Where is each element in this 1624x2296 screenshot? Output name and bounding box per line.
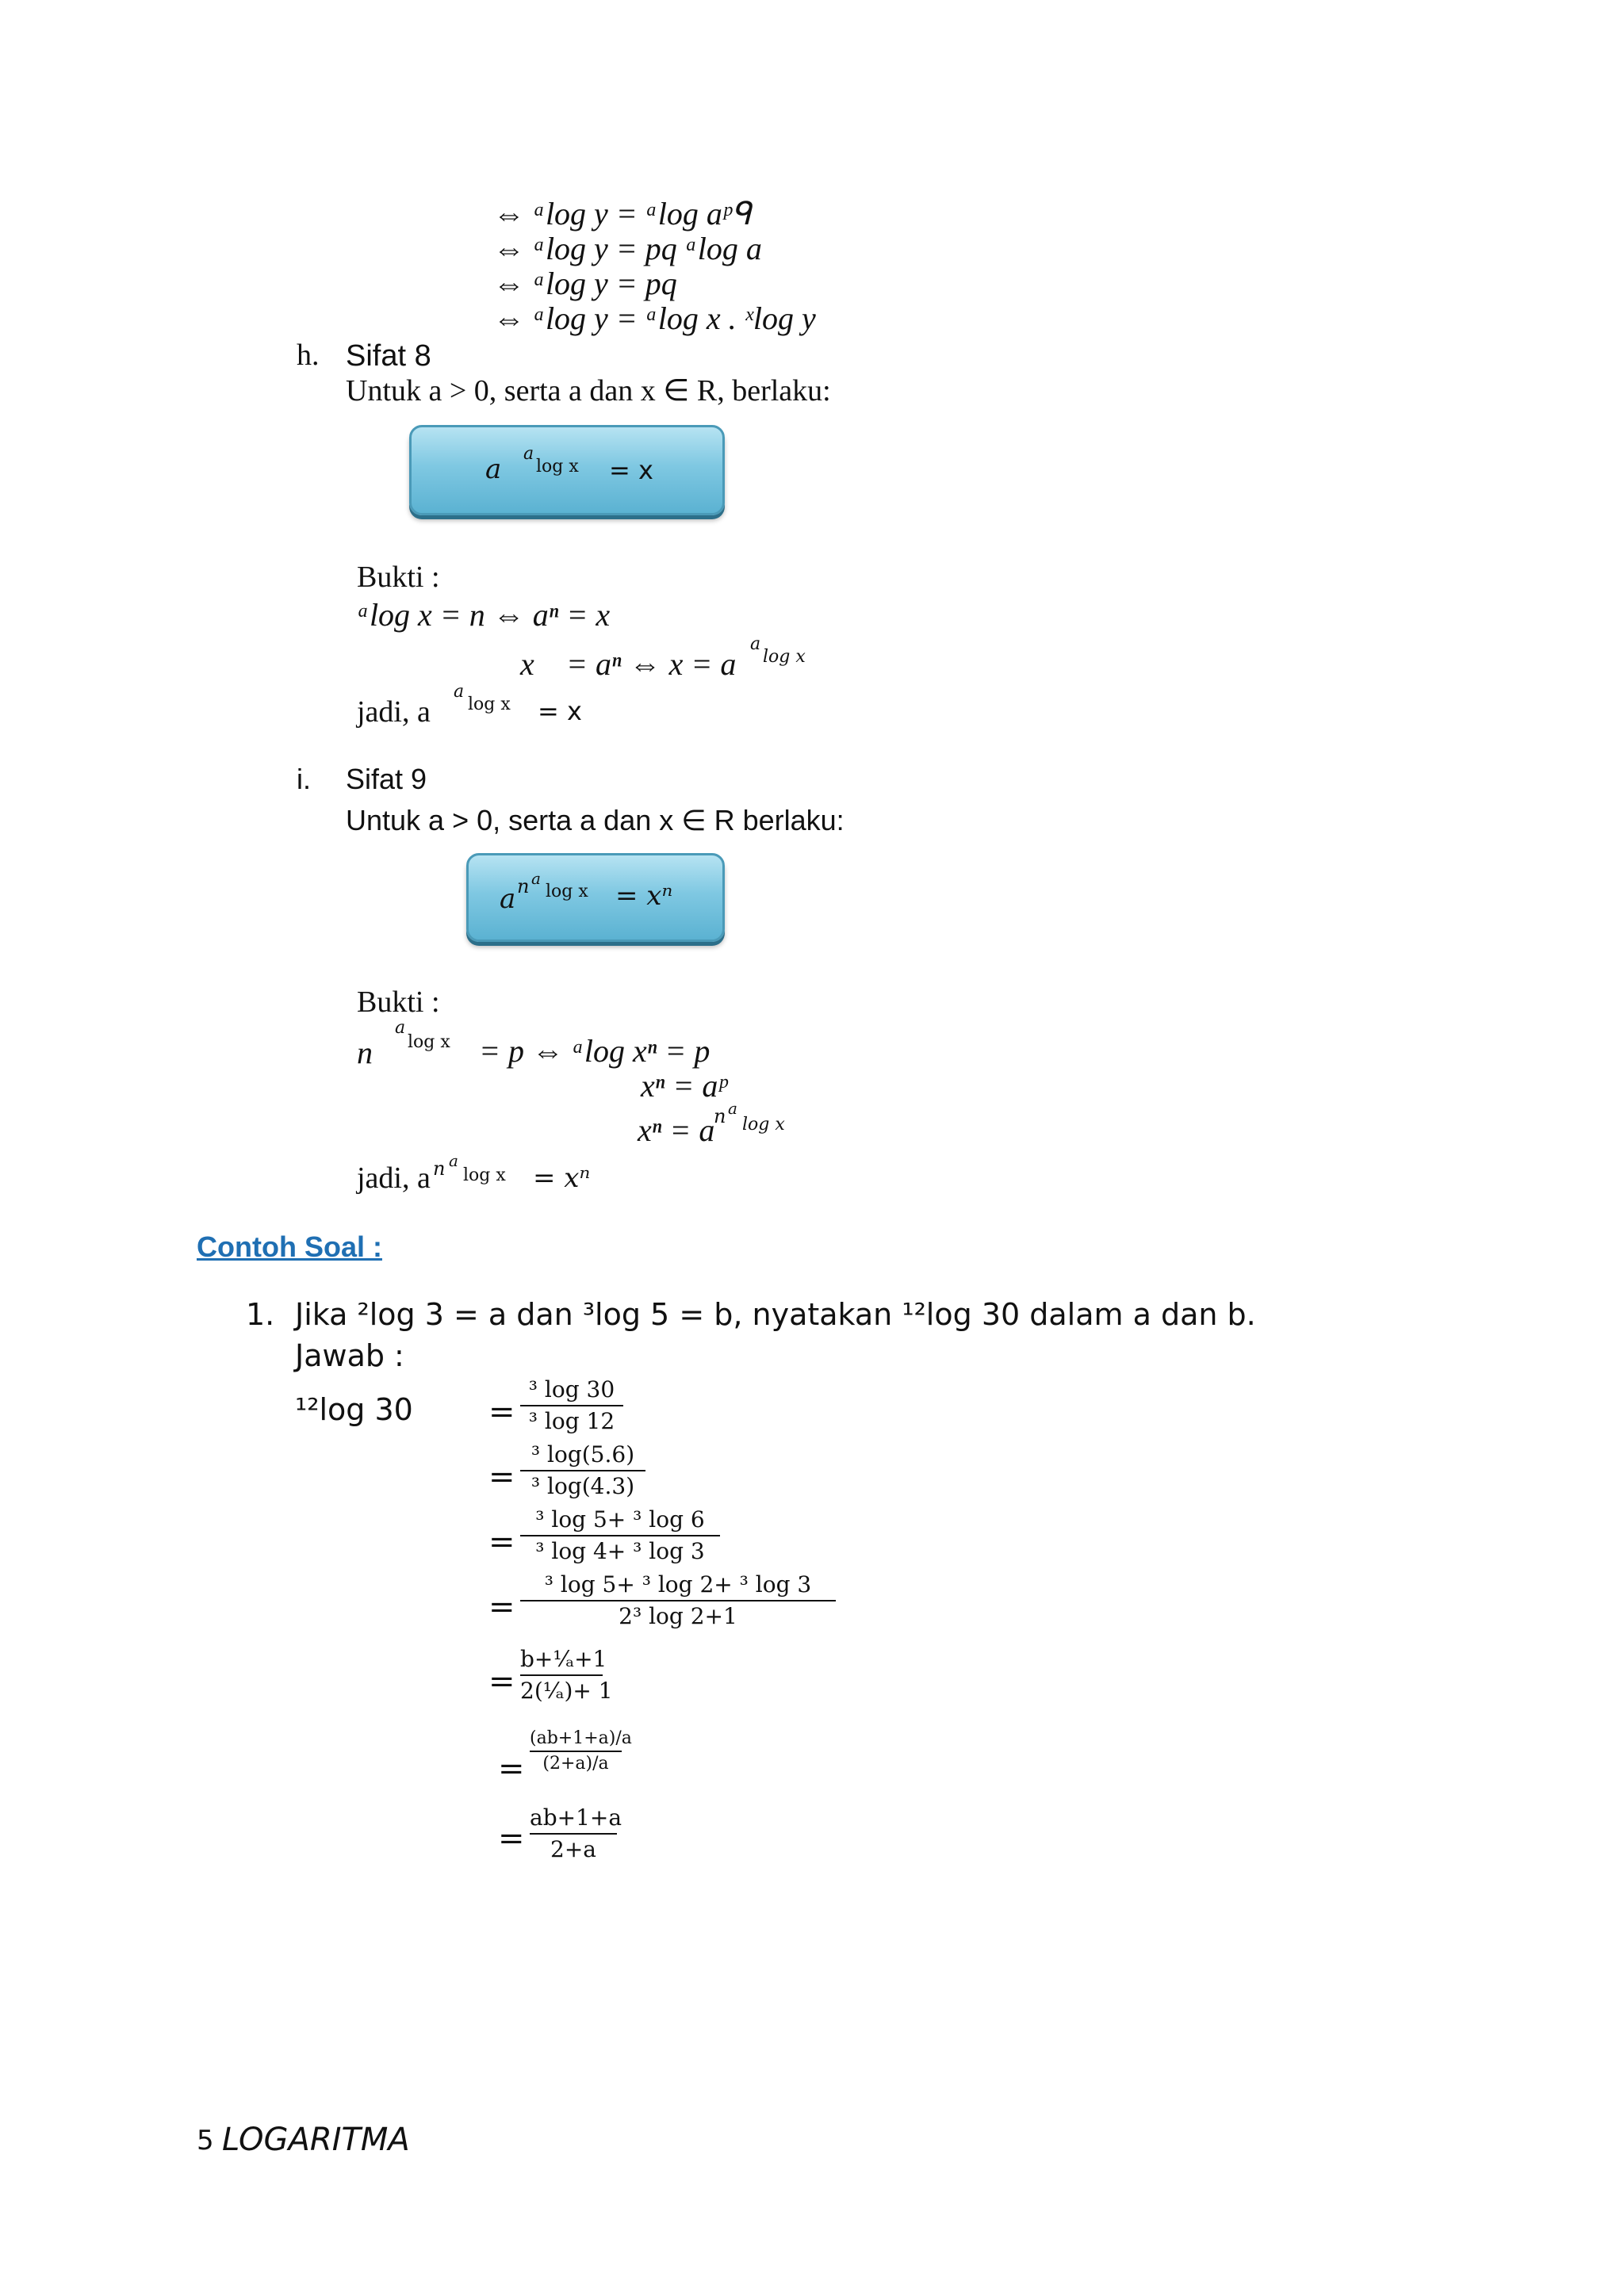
sifat8-step2-sup-a: a: [750, 634, 761, 654]
answer-lhs: ¹²log 30: [295, 1392, 413, 1427]
fraction-step-2: [520, 1441, 645, 1500]
sifat8-bukti-label: Bukti :: [357, 561, 440, 594]
sifat9-step1-rest: = p ⇔ ᵃlog xⁿ = p: [479, 1033, 710, 1069]
sifat8-condition: Untuk a > 0, serta a dan x ∈ R, berlaku:: [346, 374, 831, 408]
question-number: 1.: [246, 1297, 275, 1332]
fraction-numerator: ³ log 30: [528, 1376, 615, 1402]
sifat8-conclusion-rhs: = x: [538, 696, 582, 726]
sifat9-conclusion-rhs: = xⁿ: [533, 1162, 591, 1194]
sifat9-formula-rhs: = xⁿ: [615, 880, 673, 912]
fraction-numerator: ³ log 5+ ³ log 2+ ³ log 3: [544, 1571, 812, 1598]
sifat9-bukti-label: Bukti :: [357, 985, 440, 1019]
sifat9-step3-lhs: xⁿ = a: [638, 1112, 715, 1148]
equals-sign-2: =: [488, 1459, 515, 1495]
sifat8-step2-mid: = aⁿ ⇔ x = a: [566, 646, 737, 682]
sifat9-step2: xⁿ = aᵖ: [641, 1068, 727, 1104]
sifat8-formula-sup-a: a: [523, 444, 534, 464]
proof-step-4: ⇔ ᵃlog y = ᵃlog x . ˣlog y: [493, 300, 816, 336]
fraction-numerator: ³ log 5+ ³ log 6: [535, 1506, 705, 1533]
footer-page-number: 5: [197, 2125, 214, 2156]
sifat9-step1-log: log x: [408, 1032, 450, 1052]
sifat8-conclusion-log: log x: [468, 695, 511, 714]
sifat9-step1-n: n: [357, 1035, 373, 1070]
fraction-step-6: [530, 1728, 632, 1774]
sifat9-formula-base: a: [500, 883, 516, 915]
fraction-step-5: [520, 1646, 613, 1705]
fraction-numerator: ab+1+a: [530, 1804, 622, 1831]
sifat8-step1: ᵃlog x = n ⇔ aⁿ = x: [357, 597, 611, 633]
equals-sign-5: =: [488, 1663, 515, 1700]
sifat8-title: Sifat 8: [346, 339, 431, 373]
fraction-step-1: [520, 1376, 623, 1435]
fraction-denominator: ³ log 12: [528, 1408, 615, 1434]
fraction-denominator: ³ log 4+ ³ log 3: [535, 1538, 705, 1564]
sifat8-conclusion-sup-a: a: [454, 682, 465, 702]
sifat9-title: Sifat 9: [346, 763, 427, 795]
fraction-denominator: 2(¹⁄ₐ)+ 1: [520, 1678, 613, 1704]
question-text: Jika ²log 3 = a dan ³log 5 = b, nyatakan ¹²log 30 dalam a dan b.: [295, 1297, 1256, 1332]
sifat9-formula-log: log x: [546, 882, 588, 901]
equals-sign-1: =: [488, 1394, 515, 1430]
sifat8-formula-base: a: [485, 453, 502, 485]
jawab-label: Jawab :: [295, 1338, 404, 1373]
fraction-numerator: b+¹⁄ₐ+1: [520, 1646, 607, 1672]
fraction-denominator: 2³ log 2+1: [619, 1603, 737, 1629]
sifat8-step2-log: log x: [763, 647, 806, 667]
sifat9-conclusion-sup-a: a: [449, 1151, 458, 1170]
sifat9-step3-sup-a: a: [728, 1099, 737, 1118]
sifat9-conclusion-prefix: jadi, a: [357, 1161, 431, 1195]
proof-step-2: ⇔ ᵃlog y = pq ᵃlog a: [493, 231, 762, 266]
fraction-denominator: 2+a: [550, 1836, 596, 1862]
sifat9-conclusion-log: log x: [463, 1165, 506, 1185]
fraction-step-3: [520, 1506, 720, 1565]
equals-sign-7: =: [498, 1820, 525, 1857]
fraction-numerator: (ab+1+a)/a: [530, 1728, 632, 1748]
footer-title: LOGARITMA: [222, 2122, 410, 2158]
sifat8-formula-rhs: = x: [609, 455, 653, 485]
sifat9-formula-sup-n: n: [517, 875, 530, 897]
equals-sign-6: =: [498, 1751, 525, 1787]
sifat9-conclusion-sup-n: n: [433, 1158, 446, 1180]
sifat9-step3-log: log x: [742, 1115, 785, 1135]
contoh-soal-heading[interactable]: Contoh Soal :: [197, 1230, 382, 1263]
sifat8-formula-log: log x: [536, 457, 579, 476]
fraction-numerator: ³ log(5.6): [530, 1441, 635, 1468]
sifat9-step1-sup-a: a: [395, 1018, 406, 1038]
sifat9-step3-sup-n: n: [714, 1105, 726, 1127]
proof-step-3: ⇔ ᵃlog y = pq: [493, 266, 677, 301]
equals-sign-3: =: [488, 1524, 515, 1560]
sifat9-formula-sup-a: a: [531, 869, 541, 888]
sifat8-step2-lhs: x: [520, 646, 534, 682]
sifat8-marker: h.: [297, 339, 320, 372]
fraction-step-4: [520, 1571, 836, 1630]
sifat9-marker: i.: [297, 763, 311, 795]
equals-sign-4: =: [488, 1589, 515, 1625]
sifat9-condition: Untuk a > 0, serta a dan x ∈ R berlaku:: [346, 804, 845, 836]
proof-step-1: ⇔ ᵃlog y = ᵃlog aᵖᑫ: [493, 196, 752, 232]
fraction-denominator: (2+a)/a: [542, 1754, 609, 1774]
fraction-denominator: ³ log(4.3): [530, 1473, 635, 1499]
fraction-step-7: [530, 1804, 622, 1863]
sifat8-conclusion-prefix: jadi, a: [357, 695, 431, 729]
